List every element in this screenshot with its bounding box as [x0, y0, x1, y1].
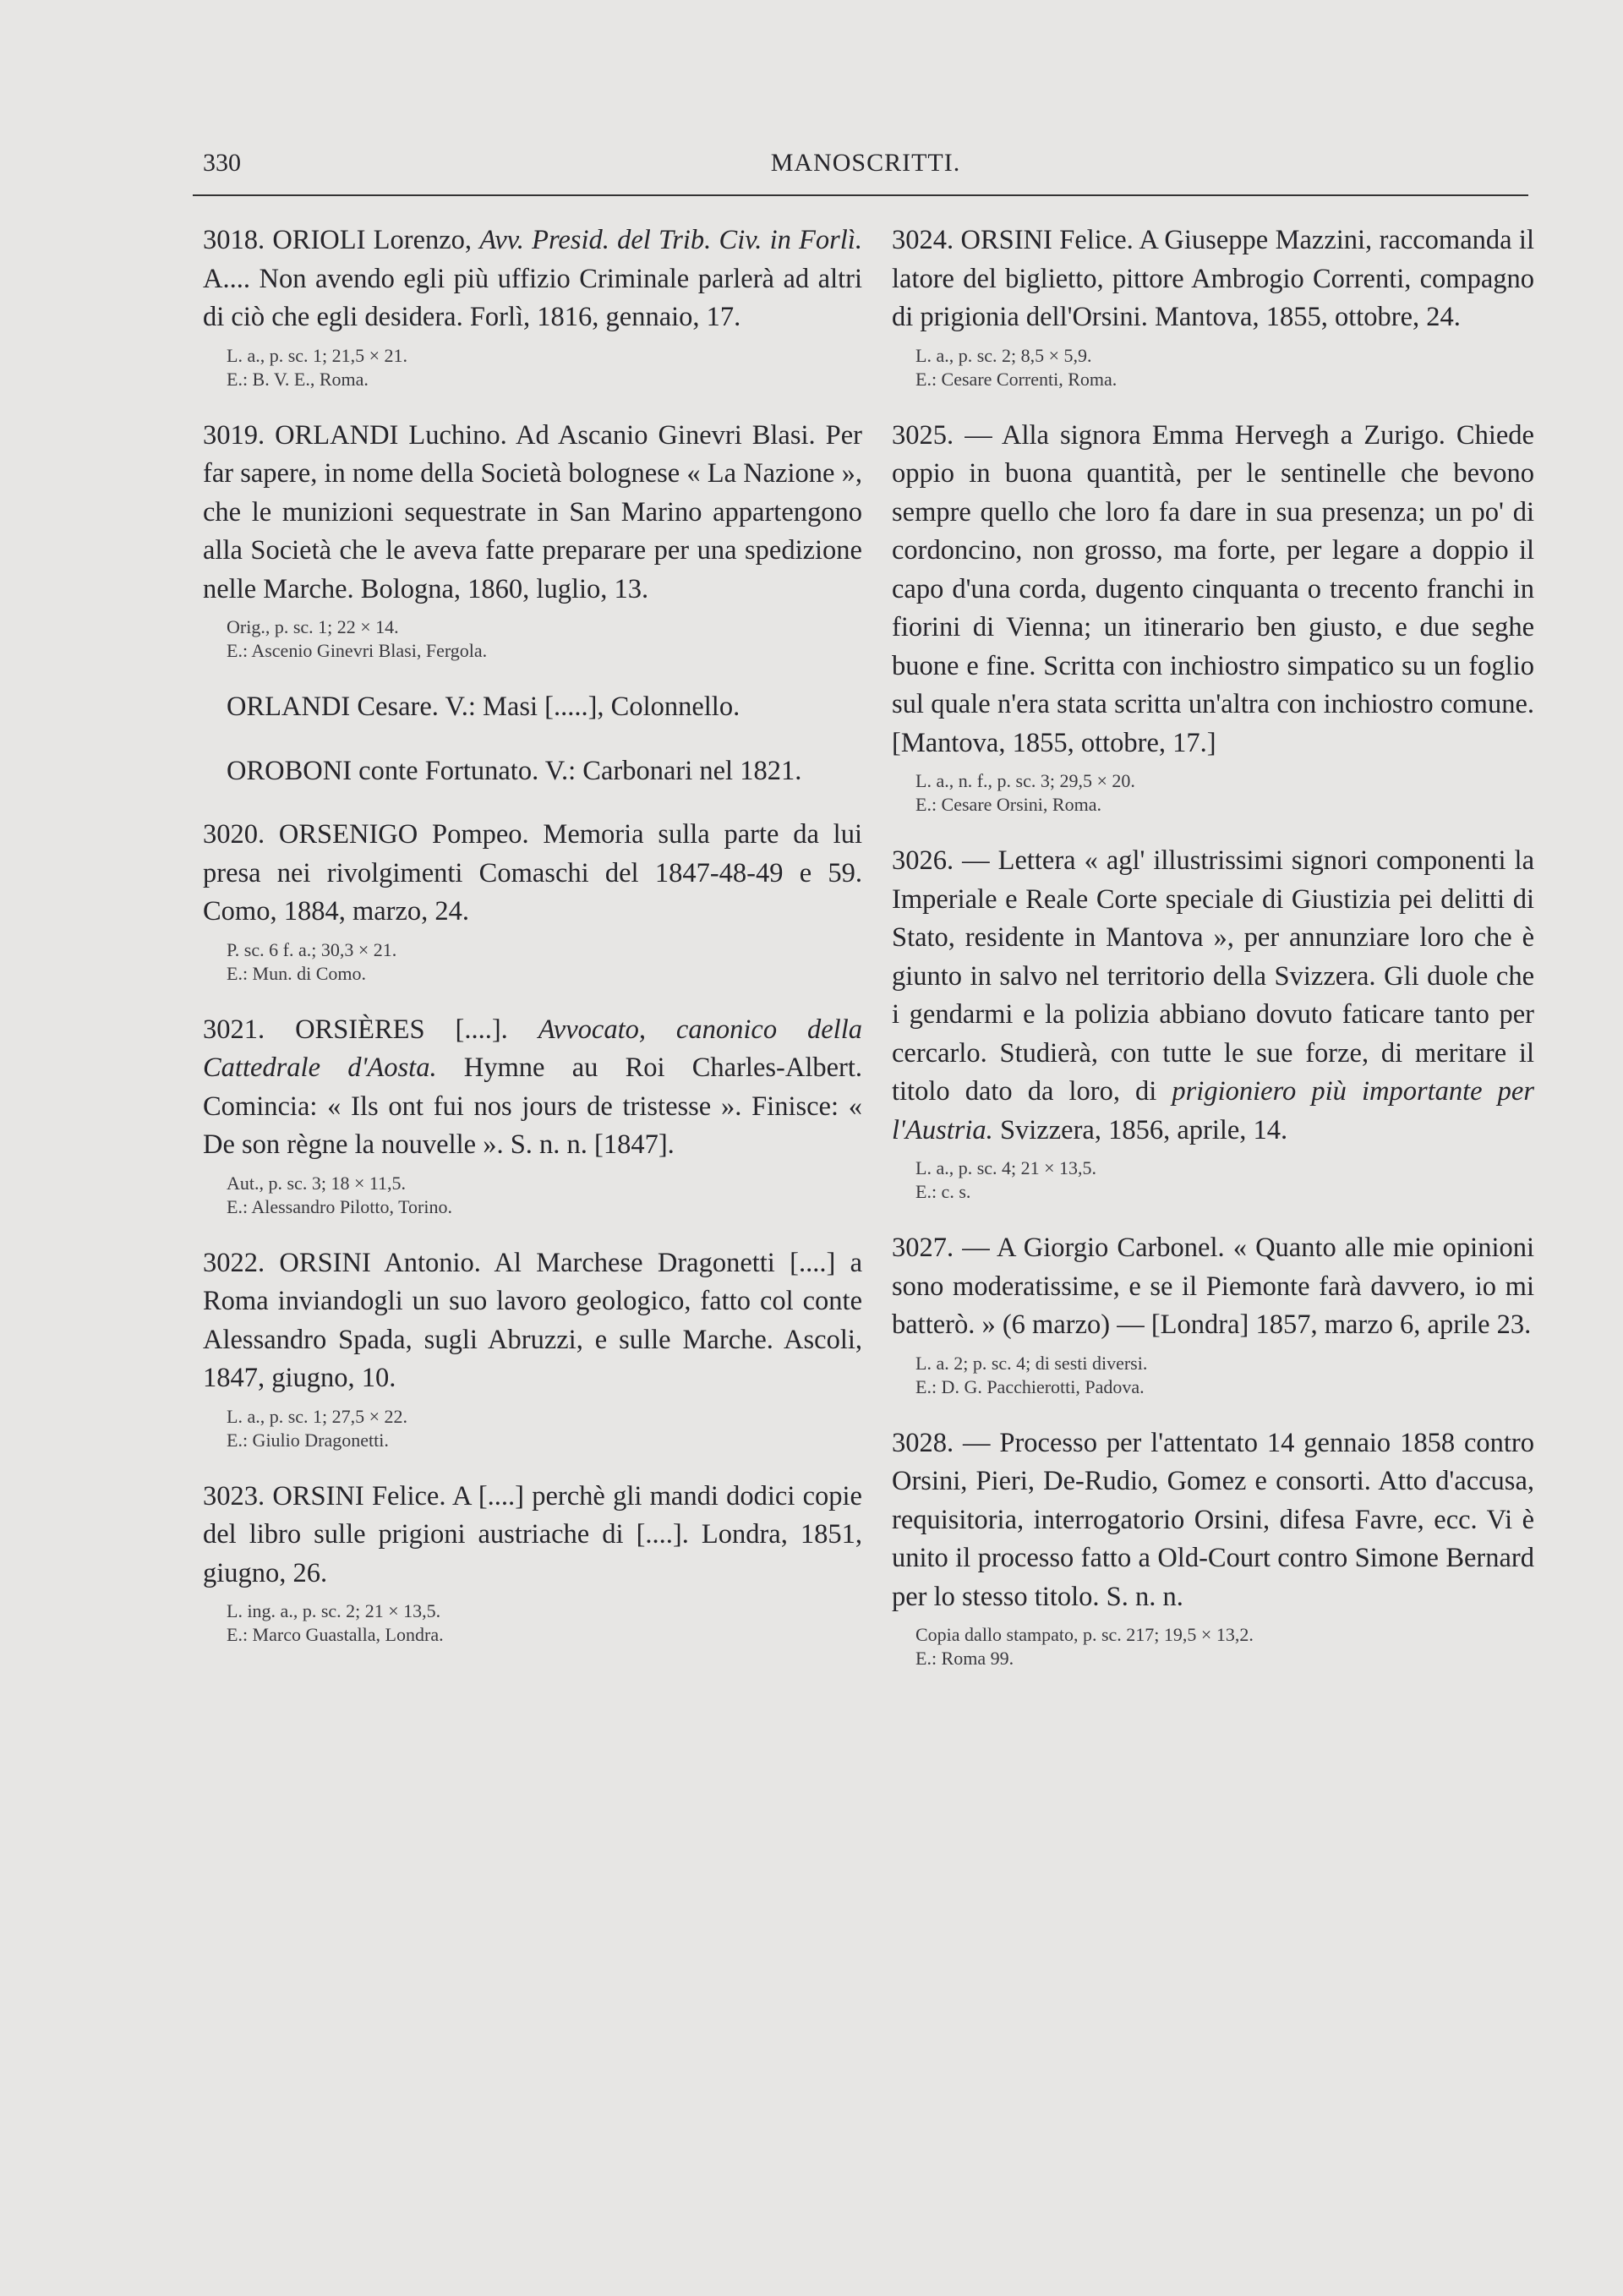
- page-header: [203, 149, 1528, 191]
- left-column: [203, 221, 862, 1672]
- xref-orlandi-cesare: [203, 688, 862, 727]
- entry-note: E.: c. s.: [915, 1181, 971, 1202]
- entry-text: 3018. ORIOLI Lorenzo, Avv. Presid. del Trib. Civ. in Forlì. A.... Non avendo egli più uffizio Criminale parlerà ad altri di ciò che egli desidera. Forlì, 1816, gennaio, 17.: [203, 225, 862, 332]
- entry-note: L. a. 2; p. sc. 4; di sesti diversi.: [915, 1352, 1148, 1374]
- entry-note: E.: Alessandro Pilotto, Torino.: [227, 1195, 452, 1217]
- entry-text: 3024. ORSINI Felice. A Giuseppe Mazzini, raccomanda il latore del biglietto, pittore Ambrogio Correnti, compagno di prigionia dell'Orsini. Mantova, 1855, ottobre, 24.: [892, 225, 1534, 332]
- entry-text: 3026. — Lettera « agl' illustrissimi signori componenti la Imperiale e Reale Corte speciale di Giustizia pei delitti di Stato, residente in Mantova », per annunziare loro che è giunto in salvo nel territorio della Svizzera. Gli duole che i gendarmi e la polizia abbiano dovuto faticare tanto per cercarlo. Studierà, con tutte le sue forze, di meritare il titolo dato da loro, di prigioniero più importante per l'Austria. Svizzera, 1856, aprile, 14.: [892, 845, 1534, 1145]
- entry-note: Orig., p. sc. 1; 22 × 14.: [227, 616, 399, 637]
- entry-note: E.: B. V. E., Roma.: [227, 368, 369, 390]
- entry-3028: [892, 1424, 1534, 1671]
- entry-text: 3023. ORSINI Felice. A [....] perchè gli mandi dodici copie del libro sulle prigioni austriache di [....]. Londra, 1851, giugno, 26.: [203, 1480, 862, 1588]
- entry-note: L. a., p. sc. 4; 21 × 13,5.: [915, 1157, 1097, 1178]
- entry-note: E.: Cesare Correnti, Roma.: [915, 368, 1118, 390]
- header-rule: [193, 194, 1528, 196]
- cross-reference: OROBONI conte Fortunato. V.: Carbonari nel 1821.: [227, 755, 802, 786]
- xref-oroboni: [203, 752, 862, 791]
- entry-note: E.: Ascenio Ginevri Blasi, Fergola.: [227, 640, 488, 661]
- entry-note: L. a., p. sc. 1; 21,5 × 21.: [227, 344, 408, 366]
- entry-text: 3022. ORSINI Antonio. Al Marchese Dragonetti [....] a Roma inviandogli un suo lavoro geologico, fatto col conte Alessandro Spada, sugli Abruzzi, e sulle Marche. Ascoli, 1847, giugno, 10.: [203, 1247, 862, 1393]
- entry-note: E.: Roma 99.: [915, 1648, 1014, 1669]
- entry-text: 3027. — A Giorgio Carbonel. « Quanto alle mie opinioni sono moderatissime, e se il Piemonte farà davvero, io mi batterò. » (6 marzo) — [Londra] 1857, marzo 6, aprile 23.: [892, 1233, 1534, 1340]
- entry-note: L. a., p. sc. 2; 8,5 × 5,9.: [915, 344, 1092, 366]
- entry-note: E.: D. G. Pacchierotti, Padova.: [915, 1375, 1145, 1397]
- entry-3022: [203, 1244, 862, 1452]
- entry-3020: [203, 816, 862, 986]
- entry-note: E.: Cesare Orsini, Roma.: [915, 794, 1101, 815]
- entry-3019: [203, 417, 862, 664]
- entry-3024: [892, 221, 1534, 391]
- entry-note: E.: Marco Guastalla, Londra.: [227, 1624, 444, 1645]
- entry-3021: [203, 1011, 862, 1219]
- entry-note: L. ing. a., p. sc. 2; 21 × 13,5.: [227, 1600, 441, 1621]
- entry-3018: [203, 221, 862, 391]
- entry-3025: [892, 417, 1534, 817]
- entry-3023: [203, 1478, 862, 1648]
- cross-reference: ORLANDI Cesare. V.: Masi [.....], Colonnello.: [227, 692, 740, 722]
- entry-note: E.: Mun. di Como.: [227, 962, 367, 984]
- entry-3027: [892, 1229, 1534, 1399]
- entry-note: L. a., n. f., p. sc. 3; 29,5 × 20.: [915, 770, 1135, 791]
- entry-note: L. a., p. sc. 1; 27,5 × 22.: [227, 1405, 408, 1427]
- entry-note: E.: Giulio Dragonetti.: [227, 1429, 389, 1451]
- entry-note: P. sc. 6 f. a.; 30,3 × 21.: [227, 938, 397, 960]
- entry-3026: [892, 842, 1534, 1204]
- entry-text: 3028. — Processo per l'attentato 14 gennaio 1858 contro Orsini, Pieri, De-Rudio, Gomez e consorti. Atto d'accusa, requisitoria, interrogatorio Orsini, difesa Favre, ecc. Vi è unito il processo fatto a Old-Court contro Simone Bernard per lo stesso titolo. S. n. n.: [892, 1427, 1534, 1612]
- entry-text: 3025. — Alla signora Emma Hervegh a Zurigo. Chiede oppio in buona quantità, per le sentinelle che bevono sempre quello che loro fa dare in sua presenza; un po' di cordoncino, non grosso, ma forte, per legare a doppio il capo d'una corda, dugento cinquanta o trecento franchi in fiorini di Vienna; un itinerario ben giusto, e due seghe buone e fine. Scritta con inchiostro simpatico su un foglio sul quale n'era stata scritta un'altra con inchiostro comune. [Mantova, 1855, ottobre, 17.]: [892, 419, 1534, 758]
- entry-text: 3020. ORSENIGO Pompeo. Memoria sulla parte da lui presa nei rivolgimenti Comaschi del 1847-48-49 e 59. Como, 1884, marzo, 24.: [203, 819, 862, 927]
- right-column: [892, 221, 1534, 1696]
- running-title: MANOSCRITTI.: [770, 149, 961, 177]
- entry-text: 3021. ORSIÈRES [....]. Avvocato, canonico della Cattedrale d'Aosta. Hymne au Roi Charles-Albert. Comincia: « Ils ont fui nos jours de tristesse ». Finisce: « De son règne la nouvelle ». S. n. n. [1847].: [203, 1014, 863, 1160]
- entry-note: Copia dallo stampato, p. sc. 217; 19,5 × 13,2.: [915, 1624, 1254, 1645]
- page-number: 330: [203, 149, 241, 177]
- entry-text: 3019. ORLANDI Luchino. Ad Ascanio Ginevri Blasi. Per far sapere, in nome della Società bolognese « La Nazione », che le munizioni sequestrate in San Marino appartengono alla Società che le aveva fatte preparare per una spedizione nelle Marche. Bologna, 1860, luglio, 13.: [203, 419, 862, 604]
- entry-note: Aut., p. sc. 3; 18 × 11,5.: [227, 1172, 407, 1194]
